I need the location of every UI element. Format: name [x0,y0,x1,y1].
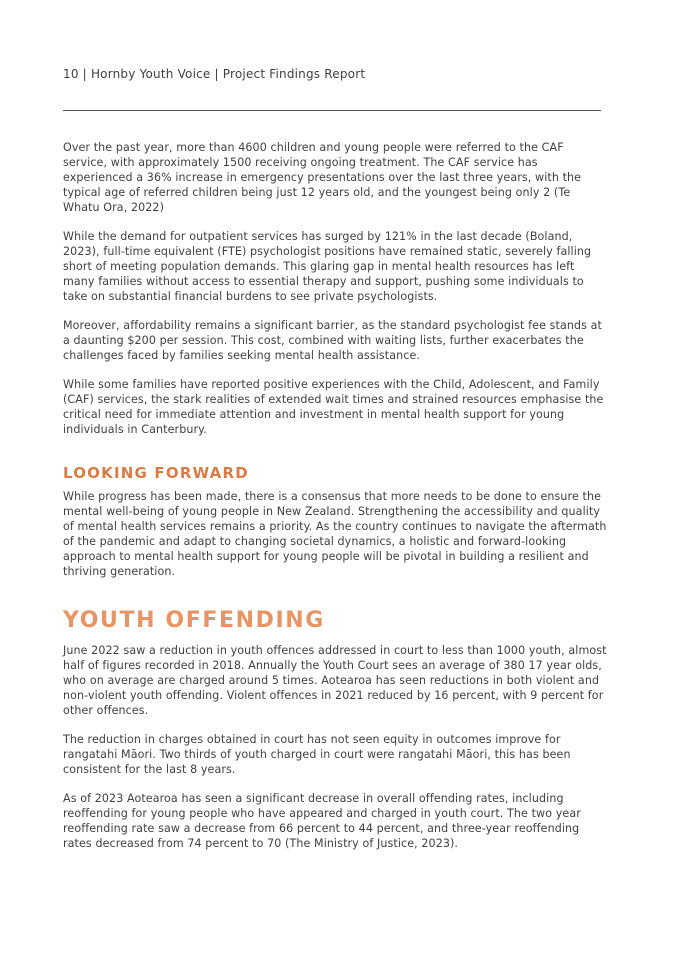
looking-forward-heading: LOOKING FORWARD [63,464,249,482]
intro-paragraph: While some families have reported positive experiences with the Child, Adolescent, and Family (CAF) services, the stark realities of extended wait times and strained resources emphasise the critical need for immediate attention and investment in mental health support for young individuals in Canterbury. [63,378,604,436]
header-divider [63,110,601,111]
youth-offending-heading: YOUTH OFFENDING [63,608,325,633]
page-header: 10 | Hornby Youth Voice | Project Findings Report [63,67,366,81]
youth-offending-paragraph: The reduction in charges obtained in court has not seen equity in outcomes improve for rangatahi Māori. Two thirds of youth charged in court were rangatahi Māori, this has been consistent for the last 8 years. [63,733,571,776]
youth-offending-paragraph: As of 2023 Aotearoa has seen a significant decrease in overall offending rates, including reoffending for young people who have appeared and charged in youth court. The two year reoffending rate saw a decrease from 66 percent to 44 percent, and three-year reoffending rates decreased from 74 percent to 70 (The Ministry of Justice, 2023). [63,792,581,850]
looking-forward-paragraph: While progress has been made, there is a consensus that more needs to be done to ensure the mental well-being of young people in New Zealand. Strengthening the accessibility and quality of mental health services remains a priority. As the country continues to navigate the aftermath of the pandemic and adapt to changing societal dynamics, a holistic and forward-looking approach to mental health support for young people will be pivotal in building a resilient and thriving generation. [63,490,607,578]
intro-paragraph: Over the past year, more than 4600 children and young people were referred to the CAF service, with approximately 1500 receiving ongoing treatment. The CAF service has experienced a 36% increase in emergency presentations over the last three years, with the typical age of referred children being just 12 years old, and the youngest being only 2 (Te Whatu Ora, 2022) [63,141,582,214]
intro-paragraph: Moreover, affordability remains a significant barrier, as the standard psychologist fee stands at a daunting $200 per session. This cost, combined with waiting lists, further exacerbates the challenges faced by families seeking mental health assistance. [63,319,602,362]
youth-offending-paragraph: June 2022 saw a reduction in youth offences addressed in court to less than 1000 youth, almost half of figures recorded in 2018. Annually the Youth Court sees an average of 380 17 year olds, who on average are charged around 5 times. Aotearoa has seen reductions in both violent and non-violent youth offending. Violent offences in 2021 reduced by 16 percent, with 9 percent for other offences. [63,644,607,717]
page-content [63,140,608,865]
intro-paragraph: While the demand for outpatient services has surged by 121% in the last decade (Boland, 2023), full-time equivalent (FTE) psychologist positions have remained static, severely falling short of meeting population demands. This glaring gap in mental health resources has left many families without access to essential therapy and support, pushing some individuals to take on substantial financial burdens to see private psychologists. [63,230,592,303]
